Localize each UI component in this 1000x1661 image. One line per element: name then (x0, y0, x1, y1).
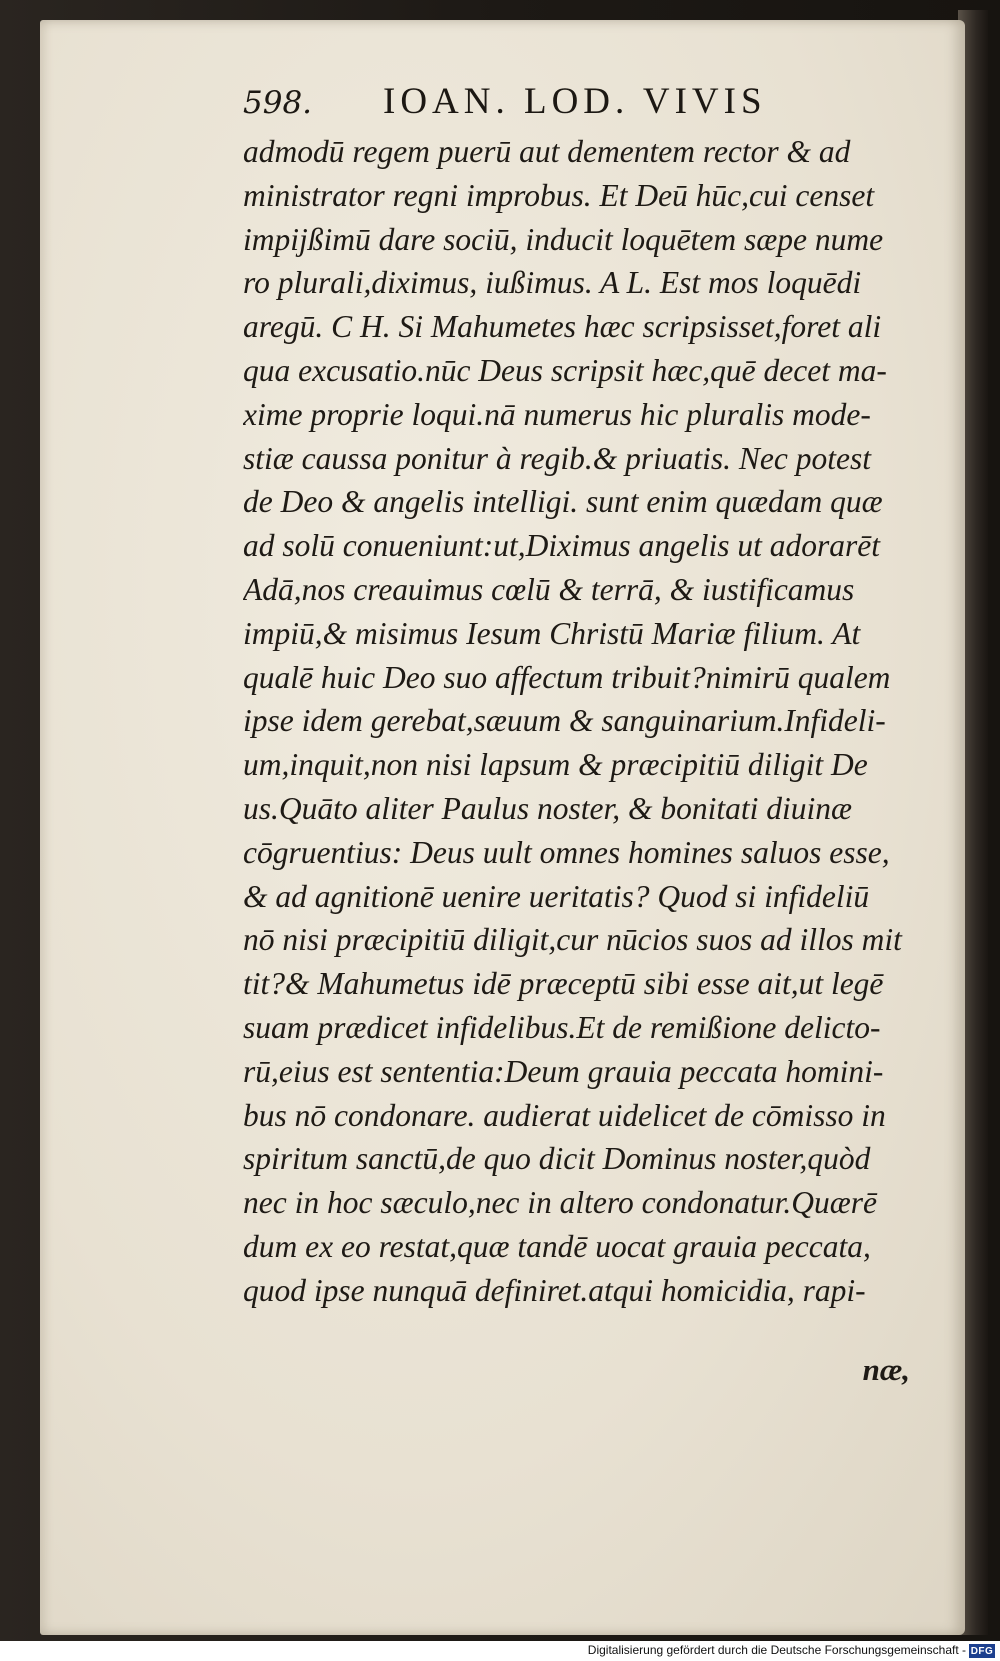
text-line: de Deo & angelis intelligi. sunt enim quædam quæ (243, 484, 883, 520)
text-line: qua excusatio.nūc Deus scripsit hæc,quē decet ma- (243, 352, 887, 388)
text-line: rū,eius est sententia:Deum grauia peccata homini- (243, 1053, 884, 1089)
page-number: 598. (243, 85, 313, 121)
text-line: suam prædicet infidelibus.Et de remißione delicto- (243, 1009, 881, 1045)
text-line: xime proprie loqui.nā numerus hic pluralis mode- (243, 396, 871, 432)
text-line: bus nō condonare. audierat uidelicet de cōmisso in (243, 1097, 886, 1133)
running-head (243, 80, 863, 128)
text-line: spiritum sanctū,de quo dicit Dominus noster,quòd (243, 1141, 871, 1177)
text-line: nō nisi præcipitiū diligit,cur nūcios suos ad illos mit (243, 922, 902, 958)
body-text (243, 130, 903, 1313)
text-line: admodū regem puerū aut dementem rector & ad (243, 134, 851, 169)
text-line: Adā,nos creauimus cœlū & terrā, & iustificamus (243, 571, 855, 607)
text-line: impiū,& misimus Iesum Christū Mariæ filium. At (243, 615, 861, 651)
text-line: aregū. C H. Si Mahumetes hæc scripsisset,foret ali (243, 309, 882, 345)
text-line: ro plurali,diximus, iußimus. A L. Est mos loquēdi (243, 265, 862, 301)
text-line: cōgruentius: Deus uult omnes homines saluos esse, (243, 834, 890, 870)
text-line: ad solū conueniunt:ut,Diximus angelis ut adorarēt (243, 528, 880, 564)
text-line: ipse idem gerebat,sæuum & sanguinarium.Infideli- (243, 703, 886, 739)
text-line: ministrator regni improbus. Et Deū hūc,cui censet (243, 177, 875, 213)
text-line: us.Quāto aliter Paulus noster, & bonitati diuinæ (243, 790, 853, 826)
text-line: impijßimū dare sociū, inducit loquētem sæpe nume (243, 221, 884, 257)
text-line: nec in hoc sæculo,nec in altero condonatur.Quærē (243, 1185, 877, 1221)
catchword: næ, (862, 1352, 910, 1387)
running-title: IOAN. LOD. VIVIS (383, 81, 767, 122)
text-line: & ad agnitionē uenire ueritatis? Quod si infideliū (243, 878, 870, 914)
text-line: qualē huic Deo suo affectum tribuit?nimirū qualem (243, 659, 891, 695)
text-line: tit?& Mahumetus idē præceptū sibi esse ait,ut legē (243, 966, 884, 1002)
text-line: quod ipse nunquā definiret.atqui homicidia, rapi- (243, 1272, 866, 1308)
text-line: um,inquit,non nisi lapsum & præcipitiū diligit De (243, 747, 868, 783)
digitization-credit: Digitalisierung gefördert durch die Deutsche Forschungsgemeinschaft - (587, 1643, 966, 1657)
text-line: stiæ caussa ponitur à regib.& priuatis. Nec potest (243, 440, 871, 476)
text-line: dum ex eo restat,quæ tandē uocat grauia peccata, (243, 1228, 871, 1264)
dfg-logo-icon: DFG (970, 1645, 994, 1657)
